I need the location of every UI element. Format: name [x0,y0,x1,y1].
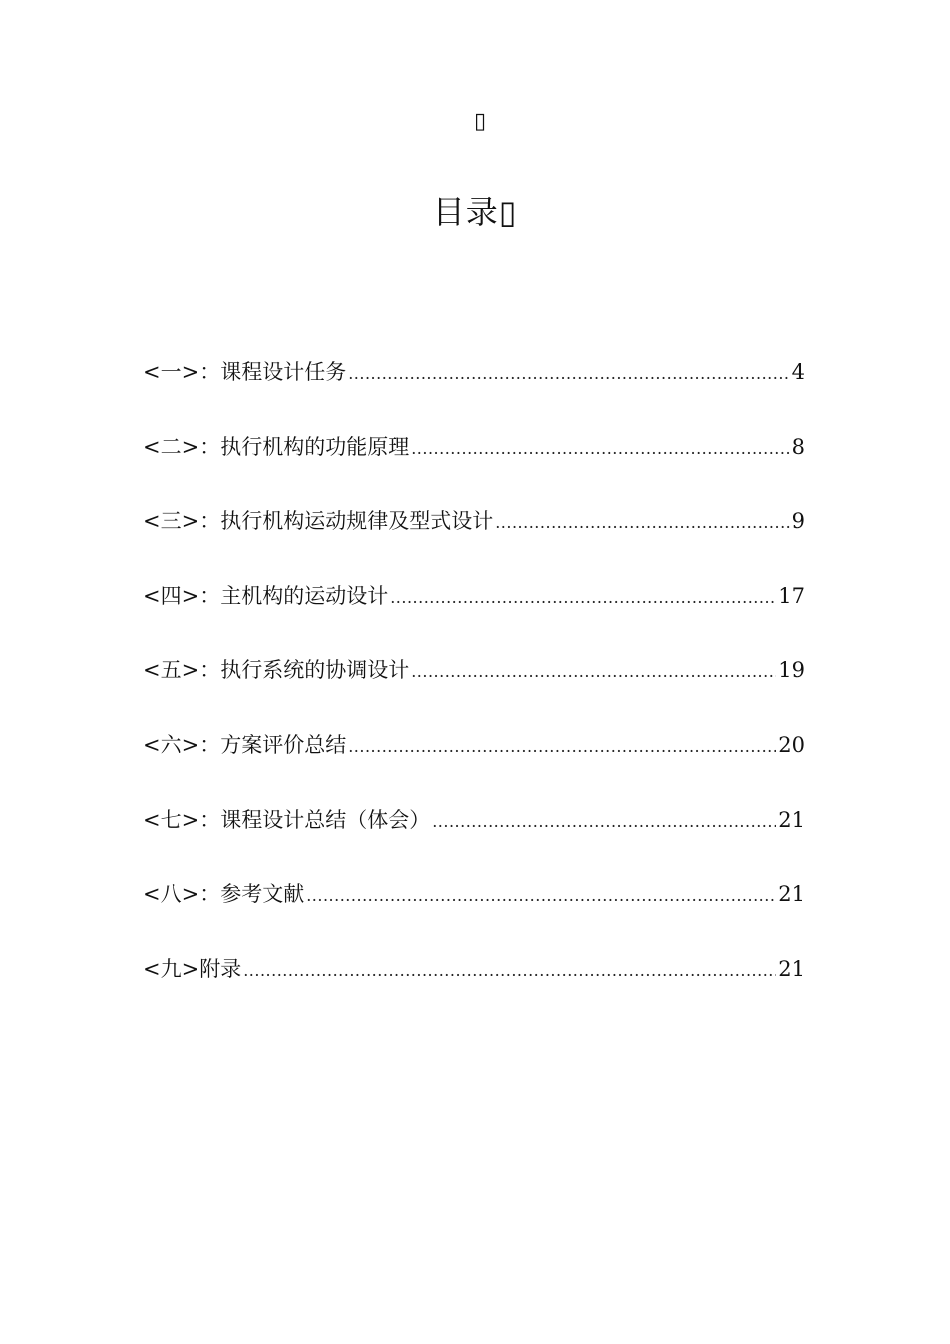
toc-entry-label: <五>：执行系统的协调设计 [143,658,410,683]
toc-entry-label: <四>：主机构的运动设计 [143,583,389,608]
toc-leader-dots [495,503,789,543]
toc-entry[interactable] [143,650,805,725]
toc-entry-label: <一>：课程设计任务 [143,360,347,384]
toc-entry-label: <六>：方案评价总结 [143,732,347,757]
toc-leader-dots [348,354,789,394]
toc-entry-label: <八>：参考文献 [143,882,305,907]
toc-entry-label: <七>：课程设计总结（体会） [143,807,431,832]
toc-entry-label: <二>：执行机构的功能原理 [143,434,410,459]
toc-entry[interactable] [143,949,805,1024]
toc-entry[interactable] [143,501,805,576]
toc-entry[interactable] [143,352,805,427]
missing-glyph-marker: ▯ [473,109,487,134]
toc-entry-page: 19 [778,658,805,683]
toc-entry-page: 21 [778,956,805,981]
toc-leader-dots [411,429,789,469]
toc-entry[interactable] [143,874,805,949]
toc-leader-dots [243,951,776,991]
toc-entry-label: <九>附录 [143,956,242,981]
toc-leader-dots [411,652,776,692]
toc-leader-dots [348,727,776,767]
toc-entry-page: 17 [778,583,805,608]
toc-entry-page: 9 [791,509,805,534]
toc-entry[interactable] [143,800,805,875]
toc-leader-dots [306,876,776,916]
table-of-contents [143,352,805,1023]
toc-entry-page: 4 [791,360,805,384]
toc-entry[interactable] [143,576,805,651]
toc-entry[interactable] [143,725,805,800]
toc-leader-dots [432,802,776,842]
toc-entry-page: 21 [778,882,805,907]
toc-entry-page: 20 [778,732,805,757]
toc-entry-page: 21 [778,807,805,832]
page-title: 目录▯ [432,193,518,231]
toc-entry-page: 8 [791,434,805,459]
toc-entry[interactable] [143,427,805,502]
toc-leader-dots [390,578,776,618]
toc-entry-label: <三>：执行机构运动规律及型式设计 [143,509,494,534]
